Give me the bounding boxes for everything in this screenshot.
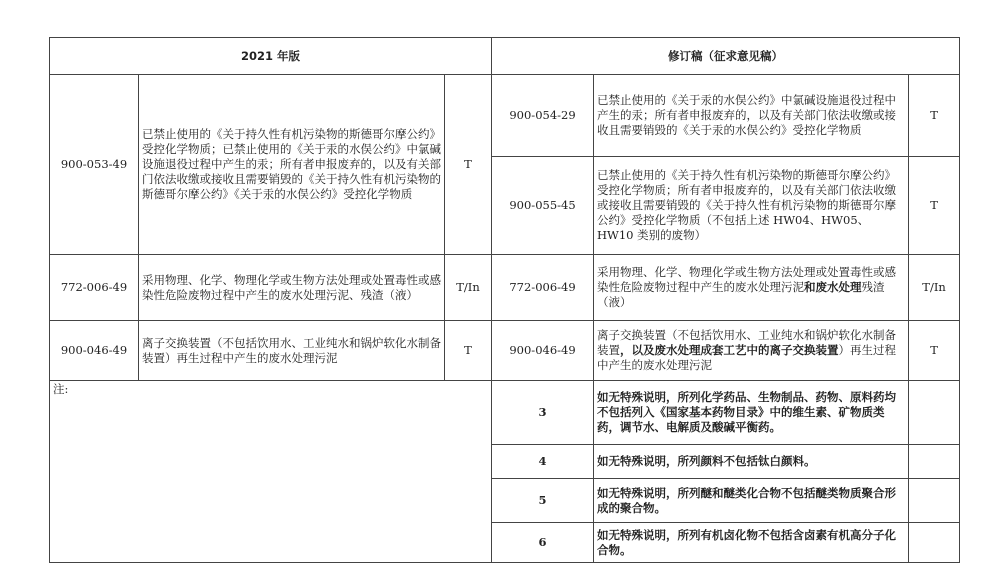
note-text: 如无特殊说明，所列化学药品、生物制品、药物、原料药均不包括列入《国家基本药物目录》中的维生素、矿物质类药，调节水、电解质及酸碱平衡药。 <box>594 381 909 445</box>
old-waste-description: 采用物理、化学、物理化学或生物方法处理或处置毒性或感染性危险废物过程中产生的废水处理污泥、残渣（液） <box>139 255 445 321</box>
desc-text: ）再生过程中产生的废水处理污泥 <box>597 343 897 372</box>
new-hazard-characteristic: T/In <box>909 255 960 321</box>
new-waste-description <box>594 321 909 381</box>
old-waste-description: 已禁止使用的《关于持久性有机污染物的斯德哥尔摩公约》受控化学物质；已禁止使用的《关于汞的水俣公约》中氯碱设施退役过程中产生的汞；所有者申报废弃的，以及有关部门依法收缴或接收且需要销毁的《关于持久性有机污染物的斯德哥尔摩公约》《关于汞的水俣公约》受控化学物质 <box>139 75 445 255</box>
desc-revision-bold: ，以及废水处理成套工艺中的离子交换装置 <box>620 343 839 357</box>
note-number: 5 <box>492 479 594 523</box>
old-hazard-characteristic: T <box>445 75 492 255</box>
old-waste-description: 离子交换装置（不包括饮用水、工业纯水和锅炉软化水制备装置）再生过程中产生的废水处理污泥 <box>139 321 445 381</box>
header-2021-edition: 2021 年版 <box>50 38 492 75</box>
new-waste-description <box>594 255 909 321</box>
note-row <box>50 381 960 445</box>
old-waste-code: 900-046-49 <box>50 321 139 381</box>
new-waste-description: 已禁止使用的《关于持久性有机污染物的斯德哥尔摩公约》受控化学物质；所有者申报废弃的，以及有关部门依法收缴或接收且需要销毁的《关于持久性有机污染物的斯德哥尔摩公约》受控化学物质（不包括上述 HW04、HW05、HW10 类别的废物） <box>594 157 909 255</box>
note-number: 3 <box>492 381 594 445</box>
new-waste-code: 900-054-29 <box>492 75 594 157</box>
old-hazard-characteristic: T <box>445 321 492 381</box>
old-hazard-characteristic: T/In <box>445 255 492 321</box>
old-waste-code: 772-006-49 <box>50 255 139 321</box>
note-empty-cell <box>909 523 960 563</box>
notes-label: 注: <box>50 381 492 563</box>
new-waste-code: 772-006-49 <box>492 255 594 321</box>
note-text: 如无特殊说明，所列有机卤化物不包括含卤素有机高分子化合物。 <box>594 523 909 563</box>
desc-text: 采用物理、化学、物理化学或生物方法处理或处置毒性或感染性危险废物过程中产生的废水处理污泥 <box>597 265 897 294</box>
table-row <box>50 255 960 321</box>
table-row <box>50 321 960 381</box>
table-row <box>50 75 960 157</box>
new-hazard-characteristic: T <box>909 157 960 255</box>
desc-revision-bold: 和废水处理 <box>804 280 862 294</box>
note-number: 4 <box>492 445 594 479</box>
note-text: 如无特殊说明，所列颜料不包括钛白颜料。 <box>594 445 909 479</box>
new-waste-description: 已禁止使用的《关于汞的水俣公约》中氯碱设施退役过程中产生的汞；所有者申报废弃的，以及有关部门依法收缴或接收且需要销毁的《关于汞的水俣公约》受控化学物质 <box>594 75 909 157</box>
new-hazard-characteristic: T <box>909 321 960 381</box>
new-hazard-characteristic: T <box>909 75 960 157</box>
table-header-row <box>50 38 960 75</box>
comparison-table <box>49 37 960 563</box>
note-number: 6 <box>492 523 594 563</box>
old-waste-code: 900-053-49 <box>50 75 139 255</box>
desc-text: 离子交换装置（不包括饮用水、工业纯水和锅炉软化水制备装置 <box>597 328 897 357</box>
note-empty-cell <box>909 445 960 479</box>
note-empty-cell <box>909 479 960 523</box>
new-waste-code: 900-055-45 <box>492 157 594 255</box>
note-text: 如无特殊说明，所列醚和醚类化合物不包括醚类物质聚合形成的聚合物。 <box>594 479 909 523</box>
new-waste-code: 900-046-49 <box>492 321 594 381</box>
note-empty-cell <box>909 381 960 445</box>
header-revised-draft: 修订稿（征求意见稿） <box>492 38 960 75</box>
desc-text: 残渣（液） <box>597 280 885 309</box>
